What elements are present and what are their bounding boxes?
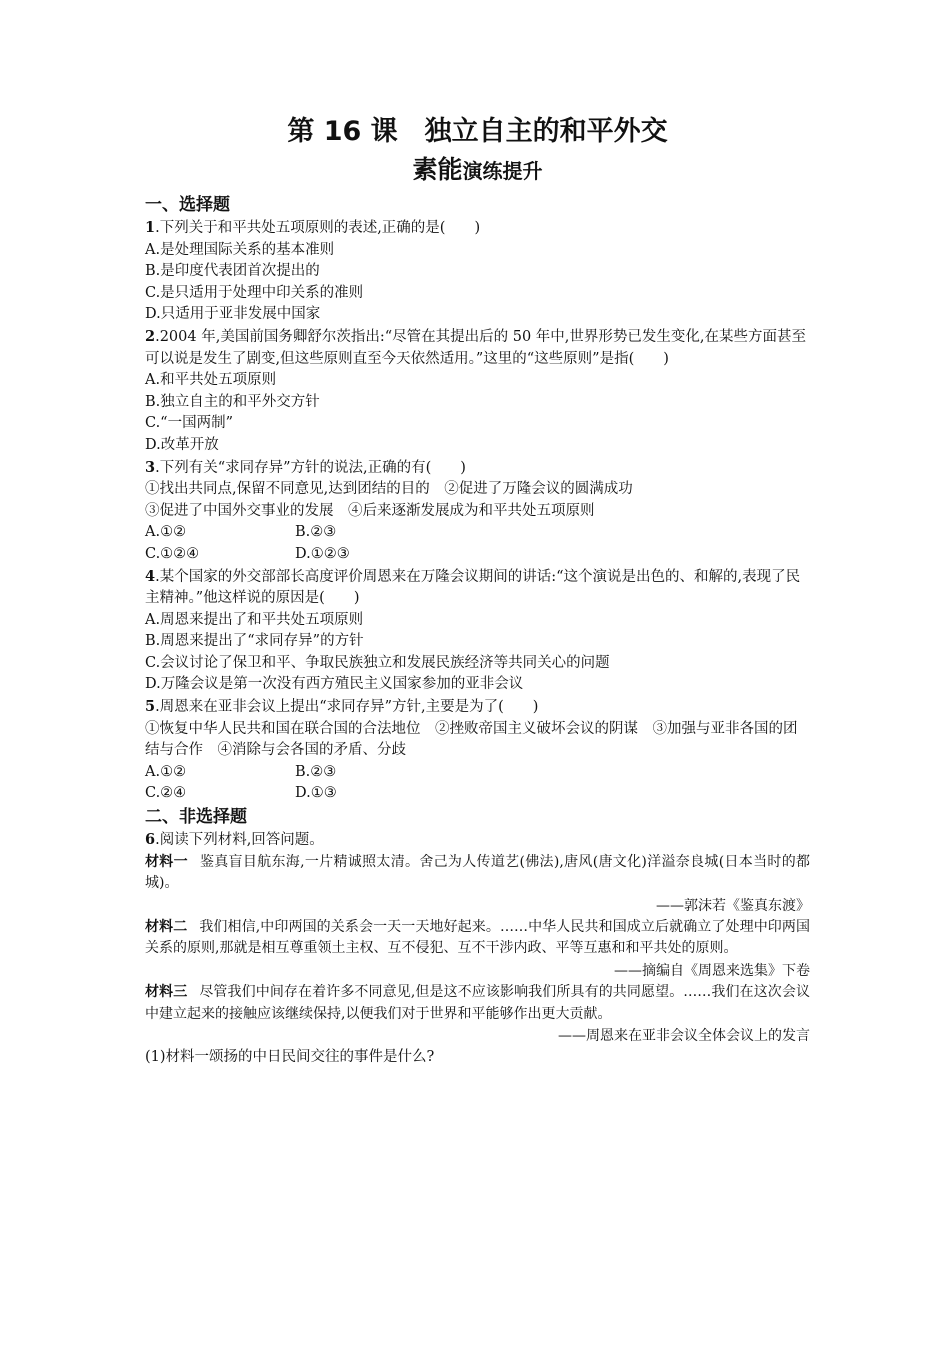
subtitle-big: 素能 (412, 155, 463, 184)
option-d: D.①③ (295, 785, 337, 802)
question-text: .下列关于和平共处五项原则的表述,正确的是( ) (155, 220, 481, 236)
question-number: 4 (145, 567, 156, 585)
sub-question-1: (1)材料一颂扬的中日民间交往的事件是什么? (145, 1049, 435, 1066)
material-2 (145, 917, 810, 960)
question-2 (145, 326, 810, 457)
option-b: B.②③ (295, 524, 337, 541)
material-label: 材料一 (145, 853, 188, 870)
question-6 (145, 829, 810, 1069)
subtitle-small: 演练提升 (462, 159, 543, 183)
question-stem (145, 217, 810, 240)
question-stem (145, 696, 810, 719)
material-label: 材料二 (145, 918, 188, 935)
material-source: ——周恩来在亚非会议全体会议上的发言 (558, 1028, 810, 1045)
options-row-2 (145, 544, 810, 566)
question-5 (145, 696, 810, 805)
option-a: A.①② (145, 763, 187, 780)
option-c: C.会议讨论了保卫和平、争取民族独立和发展民族经济等共同关心的问题 (145, 654, 610, 671)
statement-list: ①恢复中华人民共和国在联合国的合法地位 ②挫败帝国主义破坏会议的阴谋 ③加强与亚非各国的团结与合作 ④消除与会各国的矛盾、分歧 (145, 720, 798, 759)
material-source: ——郭沫若《鉴真东渡》 (656, 897, 810, 914)
option-c: C.①②④ (145, 545, 200, 562)
statement-line-2: ③促进了中国外交事业的发展 ④后来逐渐发展成为和平共处五项原则 (145, 502, 595, 519)
option-b: B.②③ (295, 763, 337, 780)
option-b: B.独立自主的和平外交方针 (145, 393, 320, 410)
question-stem (145, 326, 810, 370)
page-subtitle (145, 152, 810, 191)
question-stem (145, 829, 810, 852)
option-d: D.改革开放 (145, 436, 219, 453)
question-text: .2004 年,美国前国务卿舒尔茨指出:“尽管在其提出后的 50 年中,世界形势已发生变化,在某些方面甚至可以说是发生了剧变,但这些原则直至今天依然适用。”这里的“这些原则”是指( ) (145, 328, 807, 367)
section-heading-non-choice: 二、非选择题 (145, 807, 247, 828)
material-text: 鉴真盲目航东海,一片精诚照太清。舍己为人传道艺(佛法),唐风(唐文化)洋溢奈良城(日本当时的都城)。 (145, 853, 811, 892)
question-text: .阅读下列材料,回答问题。 (155, 832, 324, 849)
options-row-2 (145, 783, 810, 805)
material-text: 尽管我们中间存在着许多不同意见,但是这不应该影响我们所具有的共同愿望。……我们在这次会议中建立起来的接触应该继续保持,以便我们对于世界和平能够作出更大贡献。 (145, 984, 811, 1022)
option-a: A.是处理国际关系的基本准则 (145, 241, 335, 258)
question-3 (145, 457, 810, 566)
statement-line-1: ①找出共同点,保留不同意见,达到团结的目的 ②促进了万隆会议的圆满成功 (145, 481, 633, 498)
question-number: 5 (145, 698, 156, 716)
option-a: A.①② (145, 524, 187, 541)
option-a: A.和平共处五项原则 (145, 372, 277, 389)
option-c: C.“一国两制” (145, 415, 234, 432)
question-4 (145, 566, 810, 697)
option-d: D.①②③ (295, 545, 350, 562)
options-row-1 (145, 522, 810, 544)
option-c: C.②④ (145, 785, 187, 802)
option-d: D.只适用于亚非发展中国家 (145, 306, 321, 323)
section-heading-choice: 一、选择题 (145, 195, 230, 215)
question-text: .周恩来在亚非会议上提出“求同存异”方针,主要是为了( ) (155, 699, 539, 716)
option-b: B.是印度代表团首次提出的 (145, 263, 320, 280)
worksheet-page (145, 112, 810, 1069)
question-stem (145, 457, 810, 480)
option-b: B.周恩来提出了“求同存异”的方针 (145, 633, 364, 650)
options-row-1 (145, 762, 810, 784)
question-number: 2 (145, 327, 156, 345)
option-d: D.万隆会议是第一次没有西方殖民主义国家参加的亚非会议 (145, 676, 524, 693)
material-text: 我们相信,中印两国的关系会一天一天地好起来。……中华人民共和国成立后就确立了处理中印两国关系的原则,那就是相互尊重领土主权、互不侵犯、互不干涉内政、平等互惠和和平共处的原则。 (145, 918, 811, 957)
material-3 (145, 982, 810, 1025)
question-text: .某个国家的外交部部长高度评价周恩来在万隆会议期间的讲话:“这个演说是出色的、和解的,表现了民主精神。”他这样说的原因是( ) (145, 568, 801, 607)
page-title: 第 16 课 独立自主的和平外交 (287, 116, 668, 147)
question-1 (145, 217, 810, 326)
material-label: 材料三 (145, 984, 188, 1000)
question-stem (145, 566, 810, 610)
question-number: 6 (145, 831, 156, 849)
material-source: ——摘编自《周恩来选集》下卷 (614, 963, 810, 979)
question-number: 1 (145, 219, 156, 236)
question-number: 3 (145, 458, 156, 476)
material-1 (145, 852, 810, 895)
question-text: .下列有关“求同存异”方针的说法,正确的有( ) (155, 459, 466, 476)
option-a: A.周恩来提出了和平共处五项原则 (145, 611, 364, 628)
option-c: C.是只适用于处理中印关系的准则 (145, 284, 364, 301)
